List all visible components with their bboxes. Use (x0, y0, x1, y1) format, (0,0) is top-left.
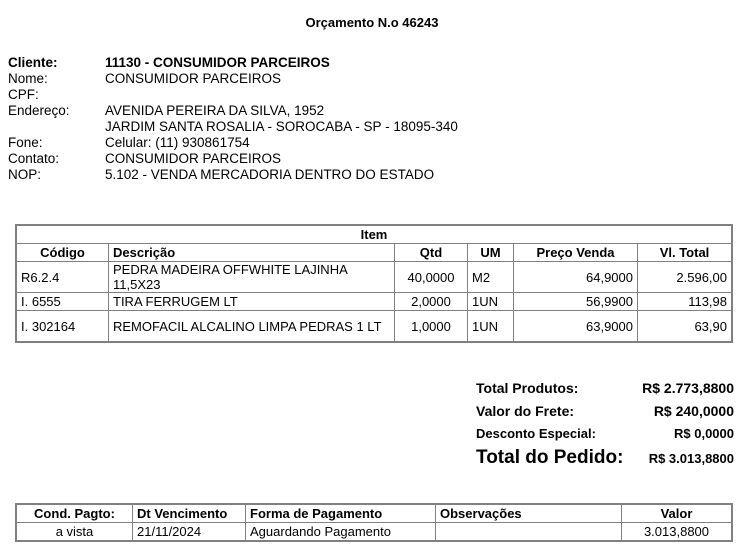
payment-column-headers (16, 504, 732, 523)
nop-value: 5.102 - VENDA MERCADORIA DENTRO DO ESTADO (105, 167, 435, 182)
address-label: Endereço: (8, 103, 70, 118)
page-title: Orçamento N.o 46243 (305, 15, 439, 30)
items-section-header (16, 225, 732, 244)
col-valor: Valor (622, 504, 733, 523)
cpf-label: CPF: (8, 87, 39, 102)
total-pedido-label: Total do Pedido: (476, 447, 624, 468)
table-row (16, 311, 732, 343)
phone-label: Fone: (8, 135, 43, 150)
total-produtos-row (476, 376, 734, 399)
item-um: 1UN (468, 293, 514, 311)
payment-table (15, 503, 733, 542)
item-total: 2.596,00 (638, 262, 733, 293)
payment-vencimento: 21/11/2024 (133, 523, 246, 542)
contact-value: CONSUMIDOR PARCEIROS (105, 151, 282, 166)
client-info (8, 55, 458, 183)
address-row-2 (8, 119, 458, 135)
name-label: Nome: (8, 71, 48, 86)
col-observacoes: Observações (436, 504, 622, 523)
item-qtd: 2,0000 (395, 293, 468, 311)
client-row (8, 55, 458, 71)
item-descricao: REMOFACIL ALCALINO LIMPA PEDRAS 1 LT (109, 311, 395, 343)
contact-label: Contato: (8, 151, 60, 166)
address-label-2 (8, 119, 105, 135)
item-qtd: 1,0000 (395, 311, 468, 343)
phone-value: Celular: (11) 930861754 (105, 135, 250, 150)
total-pedido-value: R$ 3.013,8800 (648, 450, 734, 466)
totals-summary (476, 376, 734, 472)
nop-row (8, 167, 458, 183)
nop-label: NOP: (8, 167, 42, 182)
desconto-label: Desconto Especial: (476, 425, 596, 441)
col-cond-pagto: Cond. Pagto: (16, 504, 133, 523)
item-um: 1UN (468, 311, 514, 343)
col-qtd: Qtd (395, 244, 468, 262)
item-preco: 63,9000 (514, 311, 638, 343)
address-line1: AVENIDA PEREIRA DA SILVA, 1952 (105, 103, 325, 118)
col-preco: Preço Venda (514, 244, 638, 262)
client-value: 11130 - CONSUMIDOR PARCEIROS (105, 55, 330, 70)
contact-row (8, 151, 458, 167)
table-row (16, 523, 732, 542)
payment-forma: Aguardando Pagamento (246, 523, 436, 542)
cpf-row (8, 87, 458, 103)
frete-label: Valor do Frete: (476, 402, 575, 419)
item-preco: 64,9000 (514, 262, 638, 293)
frete-value: R$ 240,0000 (653, 402, 734, 419)
items-section-title: Item (16, 225, 732, 244)
item-codigo: I. 302164 (16, 311, 109, 343)
item-total: 63,90 (638, 311, 733, 343)
cpf-value (105, 87, 458, 103)
client-label: Cliente: (8, 55, 58, 70)
col-codigo: Código (16, 244, 109, 262)
table-row (16, 262, 732, 293)
desconto-row (476, 422, 734, 444)
item-descricao: PEDRA MADEIRA OFFWHITE LAJINHA 11,5X23 (109, 262, 395, 293)
phone-row (8, 135, 458, 151)
item-preco: 56,9900 (514, 293, 638, 311)
item-codigo: R6.2.4 (16, 262, 109, 293)
col-um: UM (468, 244, 514, 262)
items-table (15, 224, 733, 343)
items-column-headers (16, 244, 732, 262)
name-value: CONSUMIDOR PARCEIROS (105, 71, 282, 86)
name-row (8, 71, 458, 87)
address-row (8, 103, 458, 119)
frete-row (476, 399, 734, 422)
address-line2: JARDIM SANTA ROSALIA - SOROCABA - SP - 18095-340 (105, 119, 458, 134)
total-produtos-label: Total Produtos: (476, 379, 579, 396)
col-dt-vencimento: Dt Vencimento (133, 504, 246, 523)
desconto-value: R$ 0,0000 (674, 425, 734, 441)
col-descricao: Descrição (109, 244, 395, 262)
table-row (16, 293, 732, 311)
total-pedido-row (476, 444, 734, 472)
payment-obs (436, 523, 622, 542)
item-descricao: TIRA FERRUGEM LT (109, 293, 395, 311)
item-total: 113,98 (638, 293, 733, 311)
payment-cond: a vista (16, 523, 133, 542)
col-forma-pagamento: Forma de Pagamento (246, 504, 436, 523)
payment-valor: 3.013,8800 (622, 523, 733, 542)
item-um: M2 (468, 262, 514, 293)
total-produtos-value: R$ 2.773,8800 (642, 379, 734, 396)
item-codigo: I. 6555 (16, 293, 109, 311)
item-qtd: 40,0000 (395, 262, 468, 293)
col-total: Vl. Total (638, 244, 733, 262)
